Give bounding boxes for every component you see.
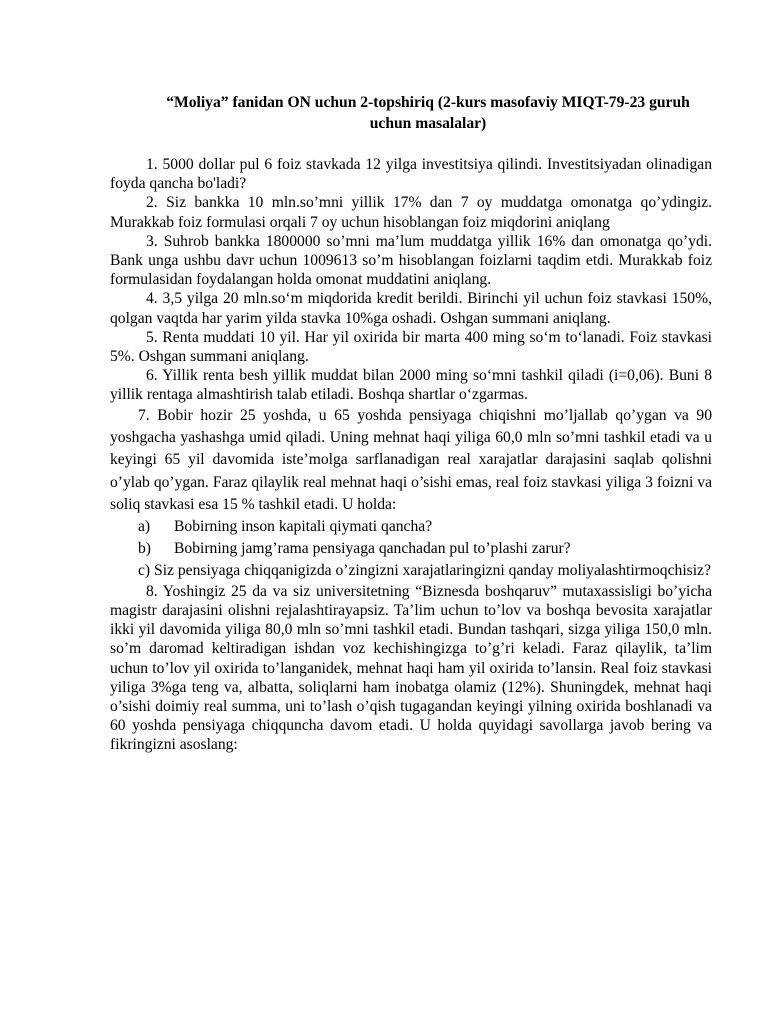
problem-3: 3. Suhrob bankka 1800000 so’mni ma’lum muddatga yillik 16% dan omonatga qo’ydi. Bank unga ushbu davr uchun 1009613 so’m hisoblangan foizlarni taqdim etdi. Murakkab foiz formulasidan foydalangan holda omonat muddatini aniqlang. [110,232,712,289]
document-body [110,155,712,754]
problem-1: 1. 5000 dollar pul 6 foiz stavkada 12 yilga investitsiya qilindi. Investitsiyadan olinadigan foyda qancha bo'ladi? [110,156,712,193]
subitem-label: c) [138,562,151,580]
subitem-text: Bobirning inson kapitali qiymati qancha? [174,518,433,536]
subitem-text: Siz pensiyaga chiqqanigizda o’zingizni xarajatlaringizni qanday moliyalashtirmoqchisiz? [154,562,711,580]
subitem-c [110,560,712,582]
problem-2: 2. Siz bankka 10 mln.so’mni yillik 17% dan 7 oy muddatga omonatga qo’ydingiz. Murakkab foiz formulasi orqali 7 oy uchun hisoblangan foiz miqdorini aniqlang [110,194,712,231]
problem-8: 8. Yoshingiz 25 da va siz universitetning “Biznesda boshqaruv” mutaxassisligi bo’yicha magistr darajasini olishni rejalashtirayapsiz. Ta’lim uchun to’lov va boshqa bevosita xarajatlar ikki yil davomida yiliga 80,0 mln so’mni tashkil etadi. Bundan tashqari, sizga yiliga 150,0 mln. so’m daromad keltiradigan ishdan voz kechishingizga to’g’ri keladi. Faraz qilaylik, ta’lim uchun to’lov yil oxirida to’langanidek, mehnat haqi ham yil oxirida to’lansin. Real foiz stavkasi yiliga 3%ga teng va, albatta, soliqlarni ham inobatga olamiz (12%). Shuningdek, mehnat haqi o’sishi doimiy real summa, uni to’lash o’qish tugagandan keyingi yilning oxirida boshlanadi va 60 yoshda pensiyaga chiqquncha davom etadi. U holda quyidagi savollarga javob bering va fikringizni asoslang: [110,583,712,753]
document-title: “Moliya” fanidan ON uchun 2-topshiriq (2-kurs masofaviy MIQT-79-23 guruh uchun masalalar) [166,94,690,132]
subitem-text: Bobirning jamg’rama pensiyaga qanchadan pul to’plashi zarur? [174,540,571,558]
problem-4: 4. 3,5 yilga 20 mln.so‘m miqdorida kredit berildi. Birinchi yil uchun foiz stavkasi 150%, qolgan vaqtda har yarim yilda stavka 10%ga oshadi. Oshgan summani aniqlang. [110,290,712,327]
subitem-b [110,538,712,560]
problem-6: 6. Yillik renta besh yillik muddat bilan 2000 ming so‘mni tashkil qiladi (i=0,06). Buni 8 yillik rentaga almashtirish talab etiladi. Boshqa shartlar o‘zgarmas. [110,367,712,404]
problem-7: 7. Bobir hozir 25 yoshda, u 65 yoshda pensiyaga chiqishni mo’ljallab qo’ygan va 90 yoshgacha yashashga umid qiladi. Uning mehnat haqi yiliga 60,0 mln so’mni tashkil etadi va u keyingi 65 yil davomida iste’molga sarflanadigan real xarajatlar darajasini saqlab qolishni o’ylab qo’ygan. Faraz qilaylik real mehnat haqi o’sishi emas, real foiz stavkasi yiliga 3 foizni va soliq stavkasi esa 15 % tashkil etadi. U holda: [110,406,712,513]
subitem-a [110,516,712,538]
subitem-label: a) [138,518,151,536]
subitem-label: b) [138,540,151,558]
problem-5: 5. Renta muddati 10 yil. Har yil oxirida bir marta 400 ming so‘m to‘lanadi. Foiz stavkasi 5%. Oshgan summani aniqlang. [110,328,712,366]
